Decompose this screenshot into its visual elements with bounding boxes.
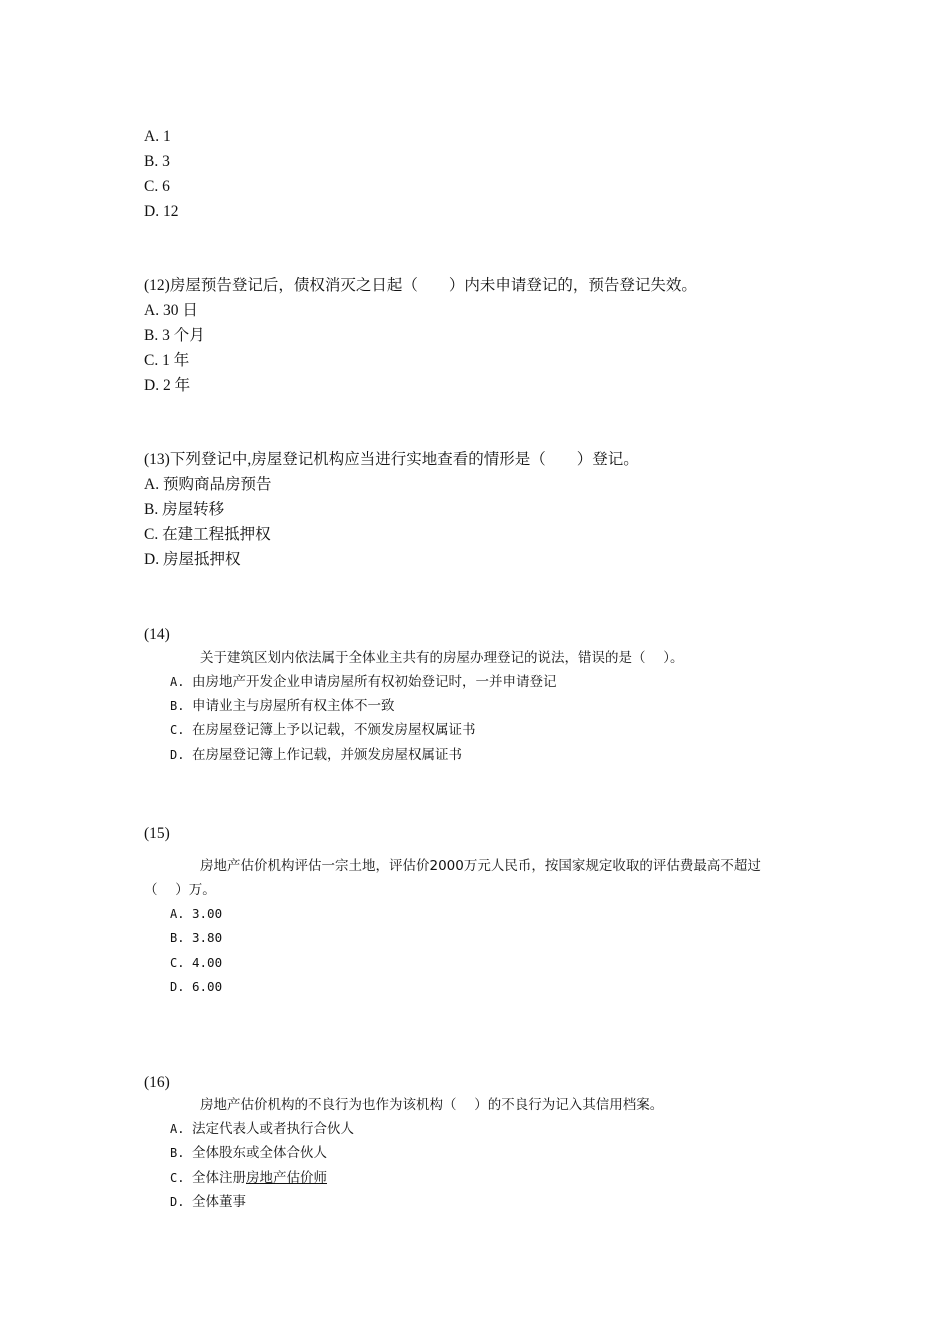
q16-option-a [170,1119,354,1139]
q12-option-a: A. 30 日 [144,302,198,319]
option-label: D. [170,748,185,762]
option-text-underlined: 房地产估价师 [246,1170,327,1186]
q14-option-c [170,720,476,740]
q13-option-d: D. 房屋抵押权 [144,551,241,568]
option-text: 法定代表人或者执行合伙人 [192,1121,354,1137]
option-label: D. [170,1195,185,1209]
option-text: 在房屋登记簿上予以记载，不颁发房屋权属证书 [192,722,476,738]
q16-option-d [170,1192,246,1212]
option-label: C. [170,956,185,970]
option-label: C. [170,723,185,737]
q15-option-b [170,928,222,948]
q13-option-a: A. 预购商品房预告 [144,476,272,493]
option-label: A. [170,1122,185,1136]
option-text: 3.80 [192,930,223,945]
option-text: 由房地产开发企业申请房屋所有权初始登记时，一并申请登记 [192,674,557,690]
q14-option-d [170,745,462,765]
option-text: 4.00 [192,955,223,970]
q11-option-a: A. 1 [144,128,171,145]
q15-option-c [170,953,222,973]
q12-option-d: D. 2 年 [144,377,191,394]
q14-option-b [170,696,395,716]
option-label: B. [170,699,185,713]
q11-option-c: C. 6 [144,178,170,195]
option-text: 6.00 [192,979,223,994]
q13-option-b: B. 房屋转移 [144,501,225,518]
q15-stem: 房地产估价机构评估一宗土地，评估价2000万元人民币，按国家规定收取的评估费最高不超过 [200,858,761,874]
option-text: 全体注册 [192,1170,246,1186]
option-text: 3.00 [192,906,223,921]
option-label: C. [170,1171,185,1185]
q15-option-a [170,904,222,924]
q14-number: (14) [144,626,170,643]
q14-option-a [170,672,557,692]
option-label: B. [170,931,185,945]
q14-stem: 关于建筑区划内依法属于全体业主共有的房屋办理登记的说法，错误的是（ ）。 [200,650,684,666]
option-text: 全体股东或全体合伙人 [192,1145,327,1161]
q15-number: (15) [144,825,170,842]
q16-option-b [170,1143,327,1163]
option-label: A. [170,675,185,689]
q12-option-b: B. 3 个月 [144,327,205,344]
option-label: A. [170,907,185,921]
q11-option-b: B. 3 [144,153,170,170]
option-text: 全体董事 [192,1194,246,1210]
q16-option-c [170,1168,327,1188]
q12-option-c: C. 1 年 [144,352,190,369]
q13-option-c: C. 在建工程抵押权 [144,526,271,543]
q16-number: (16) [144,1074,170,1091]
q11-option-d: D. 12 [144,203,179,220]
option-label: B. [170,1146,185,1160]
q16-stem: 房地产估价机构的不良行为也作为该机构（ ）的不良行为记入其信用档案。 [200,1097,664,1113]
q15-option-d [170,977,222,997]
option-text: 申请业主与房屋所有权主体不一致 [192,698,395,714]
q15-stem-continuation: （ ）万。 [144,882,216,898]
option-label: D. [170,980,185,994]
q13-stem: (13)下列登记中,房屋登记机构应当进行实地查看的情形是（ ）登记。 [144,451,639,468]
option-text: 在房屋登记簿上作记载，并颁发房屋权属证书 [192,747,462,763]
q12-stem: (12)房屋预告登记后，债权消灭之日起（ ）内未申请登记的，预告登记失效。 [144,277,697,294]
